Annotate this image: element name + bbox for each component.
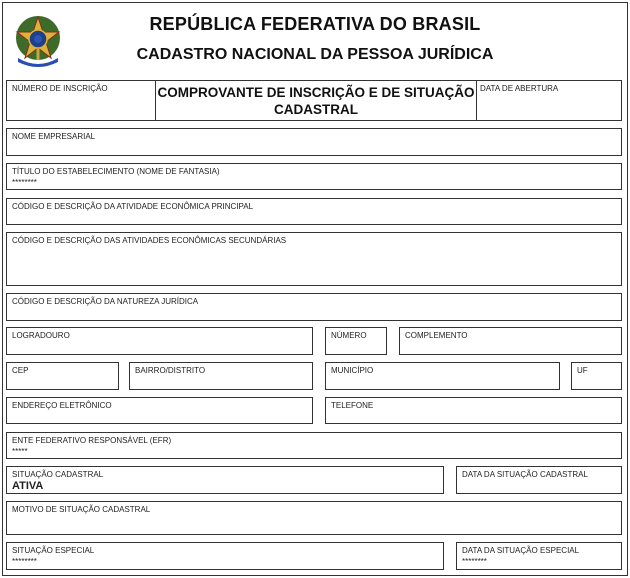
field-natureza-juridica (6, 293, 622, 321)
titulo-estabelecimento-label: TÍTULO DO ESTABELECIMENTO (NOME DE FANTASIA) (12, 167, 220, 176)
data-situacao-especial-label: DATA DA SITUAÇÃO ESPECIAL (462, 546, 580, 555)
logradouro-label: LOGRADOURO (12, 331, 70, 340)
field-atividades-secundarias (6, 232, 622, 286)
field-telefone (325, 397, 622, 424)
data-abertura-label: DATA DE ABERTURA (480, 84, 559, 93)
field-logradouro (6, 327, 313, 355)
field-municipio (325, 362, 560, 390)
field-motivo-situacao (6, 501, 622, 535)
field-atividade-principal (6, 198, 622, 225)
atividades-secundarias-label: CÓDIGO E DESCRIÇÃO DAS ATIVIDADES ECONÔMICAS SECUNDÁRIAS (12, 236, 287, 245)
field-data-situacao-cadastral (456, 466, 622, 494)
field-efr (6, 432, 622, 459)
numero-inscricao-label: NÚMERO DE INSCRIÇÃO (12, 84, 108, 93)
document-title: COMPROVANTE DE INSCRIÇÃO E DE SITUAÇÃO CADASTRAL (157, 85, 475, 117)
motivo-situacao-label: MOTIVO DE SITUAÇÃO CADASTRAL (12, 505, 151, 514)
field-data-situacao-especial (456, 542, 622, 570)
complemento-label: COMPLEMENTO (405, 331, 468, 340)
situacao-cadastral-label: SITUAÇÃO CADASTRAL (12, 470, 104, 479)
situacao-especial-label: SITUAÇÃO ESPECIAL (12, 546, 95, 555)
municipio-label: MUNICÍPIO (331, 366, 374, 375)
field-numero (325, 327, 387, 355)
field-nome-empresarial (6, 128, 622, 156)
natureza-juridica-label: CÓDIGO E DESCRIÇÃO DA NATUREZA JURÍDICA (12, 297, 199, 306)
header-title: REPÚBLICA FEDERATIVA DO BRASIL (149, 14, 481, 34)
bairro-label: BAIRRO/DISTRITO (135, 366, 206, 375)
field-situacao-cadastral (6, 466, 444, 494)
situacao-cadastral-value: ATIVA (12, 480, 44, 492)
telefone-label: TELEFONE (331, 401, 374, 410)
header-subtitle: CADASTRO NACIONAL DA PESSOA JURÍDICA (136, 46, 494, 63)
field-uf (571, 362, 622, 390)
nome-empresarial-label: NOME EMPRESARIAL (12, 132, 96, 141)
field-complemento (399, 327, 622, 355)
uf-label: UF (577, 366, 588, 375)
efr-value: ***** (12, 447, 28, 456)
situacao-especial-value: ******** (12, 557, 37, 566)
efr-label: ENTE FEDERATIVO RESPONSÁVEL (EFR) (12, 436, 172, 445)
field-email (6, 397, 313, 424)
atividade-principal-label: CÓDIGO E DESCRIÇÃO DA ATIVIDADE ECONÔMICA PRINCIPAL (12, 202, 254, 211)
cep-label: CEP (12, 366, 29, 375)
field-bairro (129, 362, 313, 390)
titulo-estabelecimento-value: ******** (12, 178, 37, 187)
top-row (6, 80, 622, 121)
email-label: ENDEREÇO ELETRÔNICO (12, 401, 112, 410)
document-title-box (155, 81, 477, 120)
data-situacao-especial-value: ******** (462, 557, 487, 566)
field-situacao-especial (6, 542, 444, 570)
field-cep (6, 362, 119, 390)
numero-label: NÚMERO (331, 331, 367, 340)
data-situacao-cadastral-label: DATA DA SITUAÇÃO CADASTRAL (462, 470, 588, 479)
field-titulo-estabelecimento (6, 163, 622, 190)
